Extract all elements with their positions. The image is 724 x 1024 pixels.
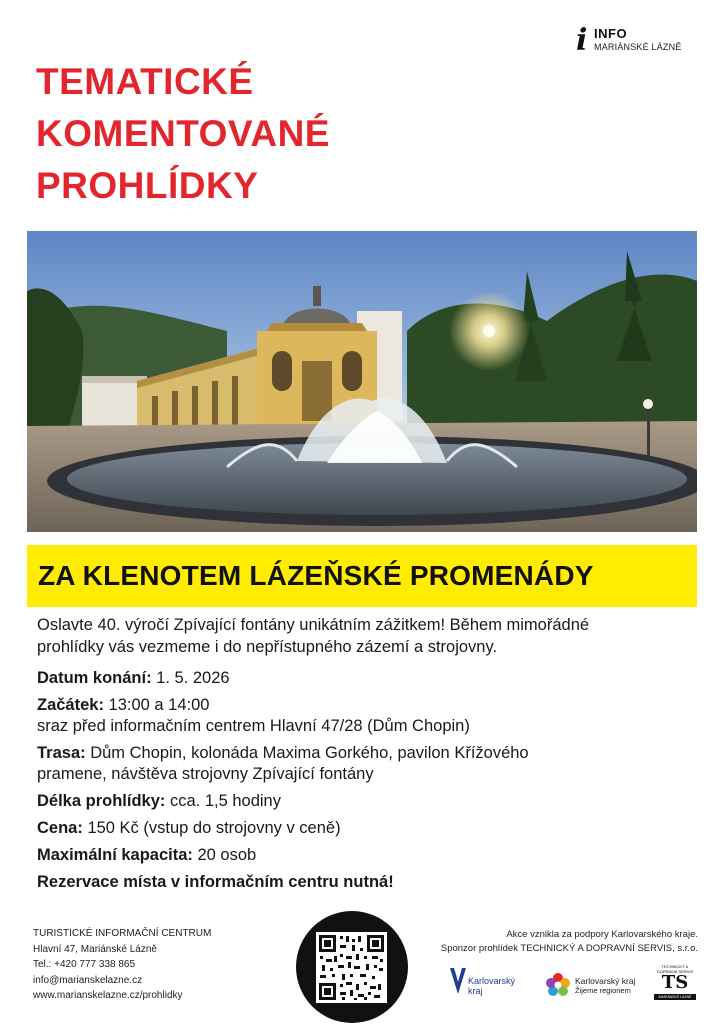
tds-top-text: TECHNICKÝ A DOPRAVNÍ SERVIS	[656, 964, 694, 974]
meeting-point: sraz před informačním centrem Hlavní 47/28 (Dům Chopin)	[37, 717, 470, 735]
kk2-line-2: Žijeme regionem	[575, 986, 631, 995]
zijeme-regionem-logo	[545, 970, 645, 1000]
org-web[interactable]: www.marianskelazne.cz/prohlidky	[33, 990, 183, 1001]
sponsor-block	[420, 928, 698, 956]
capacity-label: Maximální kapacita:	[37, 846, 193, 864]
colonnade-fountain-image	[27, 231, 697, 532]
length-value: cca. 1,5 hodiny	[169, 792, 281, 810]
route-row	[37, 743, 687, 785]
event-title: ZA KLENOTEM LÁZEŇSKÉ PROMENÁDY	[38, 560, 594, 591]
price-row	[37, 818, 687, 839]
title-line-2: KOMENTOVANÉ	[36, 113, 330, 154]
capacity-value: 20 osob	[197, 846, 257, 864]
capacity-row	[37, 845, 687, 866]
route-value-1: Dům Chopin, kolonáda Maxima Gorkého, pavilon Křížového	[90, 744, 529, 762]
date-value: 1. 5. 2026	[156, 669, 230, 687]
org-email[interactable]: info@marianskelazne.cz	[33, 974, 143, 986]
price-label: Cena:	[37, 819, 83, 837]
route-label: Trasa:	[37, 744, 86, 762]
kk1-line-1: Karlovarský	[468, 976, 516, 986]
length-label: Délka prohlídky:	[37, 792, 166, 810]
title-line-1: TEMATICKÉ	[36, 61, 254, 102]
event-details	[37, 668, 687, 893]
info-i-icon: i	[576, 23, 588, 58]
org-name: TURISTICKÉ INFORMAČNÍ CENTRUM	[33, 928, 212, 939]
org-phone: Tel.: +420 777 338 865	[33, 959, 136, 970]
event-title-banner	[27, 545, 697, 607]
page-title	[36, 56, 456, 212]
info-logo	[572, 24, 692, 60]
hero-photo	[27, 231, 697, 532]
contact-block	[33, 926, 273, 1004]
org-address: Hlavní 47, Mariánské Lázně	[33, 943, 157, 955]
length-row	[37, 791, 687, 812]
kk2-line-1: Karlovarský kraj	[575, 976, 636, 986]
tds-logo	[652, 964, 698, 1000]
support-note: Akce vznikla za podpory Karlovarského kraje.	[506, 929, 698, 940]
qr-code-icon	[316, 932, 387, 1003]
info-logo-word: INFO	[594, 26, 628, 41]
intro-line-2: prohlídky vás vezmeme i do nepřístupného zázemí a strojovny.	[37, 638, 498, 656]
flower-icon	[545, 972, 571, 998]
intro-line-1: Oslavte 40. výročí Zpívající fontány unikátním zážitkem! Během mimořádné	[37, 616, 590, 634]
tds-bottom-text: MARIÁNSKÉ LÁZNĚ	[654, 994, 696, 1000]
start-row	[37, 695, 687, 737]
tds-mark: TS	[661, 972, 689, 993]
price-value: 150 Kč (vstup do strojovny v ceně)	[87, 819, 341, 837]
karlovarsky-kraj-logo	[448, 964, 528, 1000]
date-label: Datum konání:	[37, 669, 152, 687]
title-line-3: PROHLÍDKY	[36, 165, 259, 206]
reservation-note: Rezervace místa v informačním centru nutná!	[37, 873, 394, 891]
intro-paragraph	[37, 614, 687, 658]
kk-chevron-icon	[448, 966, 468, 998]
start-value: 13:00 a 14:00	[108, 696, 210, 714]
info-logo-subtitle: MARIÁNSKÉ LÁZNĚ	[594, 42, 682, 52]
qr-code[interactable]	[316, 932, 387, 1003]
route-value-2: pramene, návštěva strojovny Zpívající fontány	[37, 765, 374, 783]
start-label: Začátek:	[37, 696, 104, 714]
sponsor-note: Sponzor prohlídek TECHNICKÝ A DOPRAVNÍ SERVIS, s.r.o.	[440, 943, 698, 954]
date-row	[37, 668, 687, 689]
kk1-line-2: kraj	[468, 986, 483, 996]
